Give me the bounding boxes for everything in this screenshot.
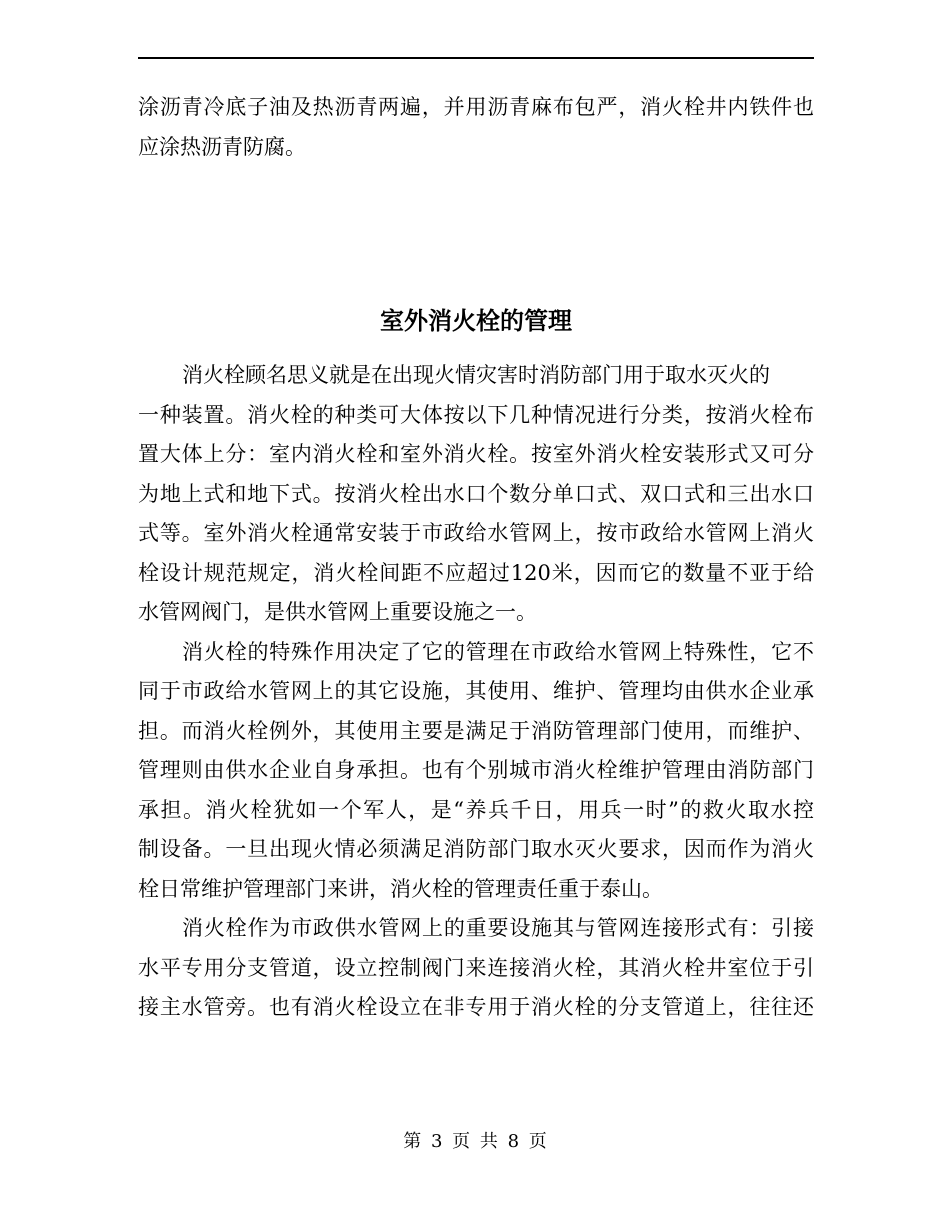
page-number-footer: 第 3 页 共 8 页 xyxy=(403,1131,547,1152)
text-line: 管理则由供水企业自身承担。也有个别城市消火栓维护管理由消防部门 xyxy=(138,758,814,782)
text-line: 水管网阀门，是供水管网上重要设施之一。 xyxy=(138,600,537,624)
paragraph-hydrant-definition xyxy=(138,356,814,633)
text-line: 应涂热沥青防腐。 xyxy=(138,134,306,159)
header-rule xyxy=(138,57,814,59)
text-line: 式等。室外消火栓通常安装于市政给水管网上，按市政给水管网上消火 xyxy=(138,521,814,545)
text-line: 消火栓顾名思义就是在出现火情灾害时消防部门用于取水灭火的 xyxy=(182,363,770,387)
text-line: 栓设计规范规定，消火栓间距不应超过120米，因而它的数量不亚于给 xyxy=(138,560,814,585)
text-line: 消火栓的特殊作用决定了它的管理在市政给水管网上特殊性，它不 xyxy=(182,639,814,664)
text-line: 栓日常维护管理部门来讲，消火栓的管理责任重于泰山。 xyxy=(138,876,663,901)
continuation-paragraph xyxy=(138,88,814,167)
page-body xyxy=(138,88,814,1028)
text-line: 消火栓作为市政供水管网上的重要设施其与管网连接形式有：引接 xyxy=(182,916,814,940)
section-title: 室外消火栓的管理 xyxy=(380,307,572,335)
text-line: 制设备。一旦出现火情必须满足消防部门取水灭火要求，因而作为消火 xyxy=(138,837,814,861)
text-line: 置大体上分：室内消火栓和室外消火栓。按室外消火栓安装形式又可分 xyxy=(138,442,814,466)
text-line: 涂沥青冷底子油及热沥青两遍，并用沥青麻布包严，消火栓井内铁件也 xyxy=(138,95,814,119)
paragraph-hydrant-management xyxy=(138,633,814,910)
paragraph-hydrant-connection xyxy=(138,909,814,1028)
text-line: 水平专用分支管道，设立控制阀门来连接消火栓，其消火栓井室位于引 xyxy=(138,955,814,980)
text-line: 承担。消火栓犹如一个军人，是“养兵千日，用兵一时”的救火取水控 xyxy=(138,797,814,822)
text-line: 担。而消火栓例外，其使用主要是满足于消防管理部门使用，而维护、 xyxy=(138,718,814,743)
text-line: 同于市政给水管网上的其它设施，其使用、维护、管理均由供水企业承 xyxy=(138,679,814,703)
text-line: 接主水管旁。也有消火栓设立在非专用于消火栓的分支管道上，往往还 xyxy=(138,995,814,1019)
text-line: 为地上式和地下式。按消火栓出水口个数分单口式、双口式和三出水口 xyxy=(138,481,814,506)
text-line: 一种装置。消火栓的种类可大体按以下几种情况进行分类，按消火栓布 xyxy=(138,402,814,427)
